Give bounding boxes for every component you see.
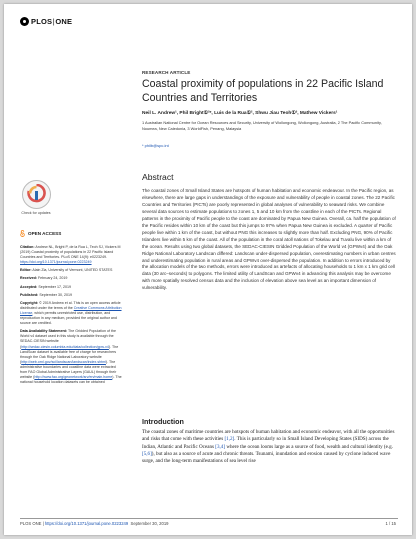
open-access-label: OPEN ACCESS xyxy=(28,231,62,236)
accepted-date: Accepted: September 17, 2019 xyxy=(20,284,71,289)
introduction-body: The coastal zones of maritime countries are hotspots of human habitation and economic endeavor, with all the opportunities and risks that come with these activities [1,2]. This is particularly so in Small Island Developing States (SIDS) across the Indian, Atlantic and Pacific Oceans [3,4] where the ocean looms large as a source of food, wealth and cultural identity (e.g. [5,6]), but also as a source of acute and chronic threats. Tsunami, inundation and erosion caused by cyclone induced wave surge, and the long-term manifestations of sea level rise xyxy=(142,429,395,465)
article-title: Coastal proximity of populations in 22 Pacific Island Countries and Territories xyxy=(142,78,384,104)
check-updates-label: Check for updates xyxy=(21,211,51,215)
check-for-updates-badge[interactable] xyxy=(20,180,52,215)
logo-text: PLOS|ONE xyxy=(31,17,73,26)
author-list: Neil L. Andrew¹, Phil Bright①²*, Luis de la Rua①², Shwu Jiau Teoh①³, Mathew Vickers¹ xyxy=(142,111,338,116)
citation-doi-link[interactable]: https://doi.org/10.1371/journal.pone.0223249 xyxy=(20,260,92,265)
gpw-link[interactable]: http://sedac.ciesin.columbia.edu/data/collection/gpw-v4 xyxy=(21,344,109,349)
affiliations: 1 Australian National Centre for Ocean Resources and Security, University of Wollongong, Wollongong, Australia, 2 The Pacific Community, Noumea, New Caledonia, 3 WorldFish, Penang, Malaysia xyxy=(142,120,382,131)
citation-ref[interactable]: [1,2] xyxy=(224,436,235,443)
landscan-link[interactable]: http://web.ornl.gov/sci/landscan/landscan/index.shtml xyxy=(21,359,106,364)
abstract-body: The coastal zones of Small Island States are hotspots of human habitation and economic endeavour. In the Pacific region, as elsewhere, there are large gaps in understandings of the exposure and vulnerability of people in coastal zones. The 22 Pacific Countries and Territories (PICTs) are poorly represented in global analyses of vulnerability to seaward risks. We combine several data sources to estimate populations to zones 1, 5 and 10 km from the coastline in each of the PICTs. Regional patterns in the proximity of Pacific people to the coast are dominated by Papua New Guinea. Overall, ca. half the population of the Pacific resides within 10 km of the coast but this jumps to 97% when Papua New Guinea is excluded. A quarter of Pacific people live within 1 km of the coast, but without PNG this increases to slightly more than half. Excluding PNG, 90% of Pacific Islanders live within 5 km of the coast. All of the population in the coral atoll nations of Tokelau and Tuvalu live within a km of the ocean. Results using two global datasets, the SEDAC-CIESIN Gridded Population of the World v4 (GPWv4) and the Oak Ridge National Laboratory Landscan differed: Landscan under-dispersed population, overestimating numbers in urban centres and underestimating population in rural areas and GPWv4 over-dispersed the population. In addition to errors introduced by the allocation models of the two methods, errors were introduced as artefacts of allocating households to 1 km x 1 km grid cell data (30 arc–seconds) to polygons. The limited utility of LandScan and GPWv4 in advancing this analysis may be overcome with more spatially resolved census data and the inclusion of elevation above sea level as an important dimension of vulnerability. xyxy=(142,188,396,291)
published-date: Published: September 30, 2019 xyxy=(20,292,72,297)
footer-doi-link[interactable]: https://doi.org/10.1371/journal.pone.0223249 xyxy=(44,521,129,526)
open-access-badge xyxy=(20,230,61,237)
check-updates-icon xyxy=(22,180,51,209)
plos-logo-icon xyxy=(20,17,29,26)
editor: Editor: Alain Zia, University of Vermont, UNITED STATES xyxy=(20,268,113,273)
article-type: RESEARCH ARTICLE xyxy=(142,70,191,75)
received-date: Received: February 24, 2019 xyxy=(20,276,68,281)
cc-license-link[interactable]: Creative Commons Attribution License xyxy=(20,305,122,315)
citation-ref[interactable]: [3,4] xyxy=(215,443,226,450)
citation: Citation: Andrew NL, Bright P, de la Rua L, Teoh SJ, Vickers M (2019) Coastal proximity of populations in 22 Pacific Island Countries and Territories. PLoS ONE 14(9): e0223249. https://doi.org/10.1371/journal.pone.0223249 xyxy=(20,245,121,265)
introduction-heading: Introduction xyxy=(142,417,184,426)
citation-ref[interactable]: [5,6] xyxy=(142,450,152,457)
plos-one-logo[interactable] xyxy=(20,17,72,26)
abstract-heading: Abstract xyxy=(142,172,174,182)
corresponding-email[interactable]: * philb@spc.int xyxy=(142,143,169,148)
page-number: 1 / 15 xyxy=(385,521,396,526)
copyright: Copyright: © 2019 Andrew et al. This is an open access article distributed under the terms of the Creative Commons Attribution License, which permits unrestricted use, distribution, and reproduction in any medium, provided the original author and source are credited. xyxy=(20,300,122,326)
data-availability: Data Availability Statement: The Gridded Population of the World v4 dataset used in this study is available through the SEDAC-CIESIN website (http://sedac.ciesin.columbia.edu/data/collection/gpw-v4). The LandScan dataset is available free of charge for researchers through the Oak Ridge National Laboratory website (http://web.ornl.gov/sci/landscan/landscan/index.shtml). The administrative boundaries and coastline data were extracted from FAO Global Administrative Layers (GAUL) through their website (http://www.fao.org/geonetwork/srv/en/main.home). The national household location datasets can be obtained xyxy=(20,329,122,385)
sidebar-metadata xyxy=(20,245,122,388)
footer-divider xyxy=(20,518,398,519)
article-page xyxy=(4,4,412,535)
open-access-icon xyxy=(20,230,25,237)
footer-citation: PLOS ONE | https://doi.org/10.1371/journal.pone.0223249 September 30, 2019 xyxy=(20,521,169,526)
fao-link[interactable]: http://www.fao.org/geonetwork/srv/en/main.home xyxy=(34,375,113,380)
